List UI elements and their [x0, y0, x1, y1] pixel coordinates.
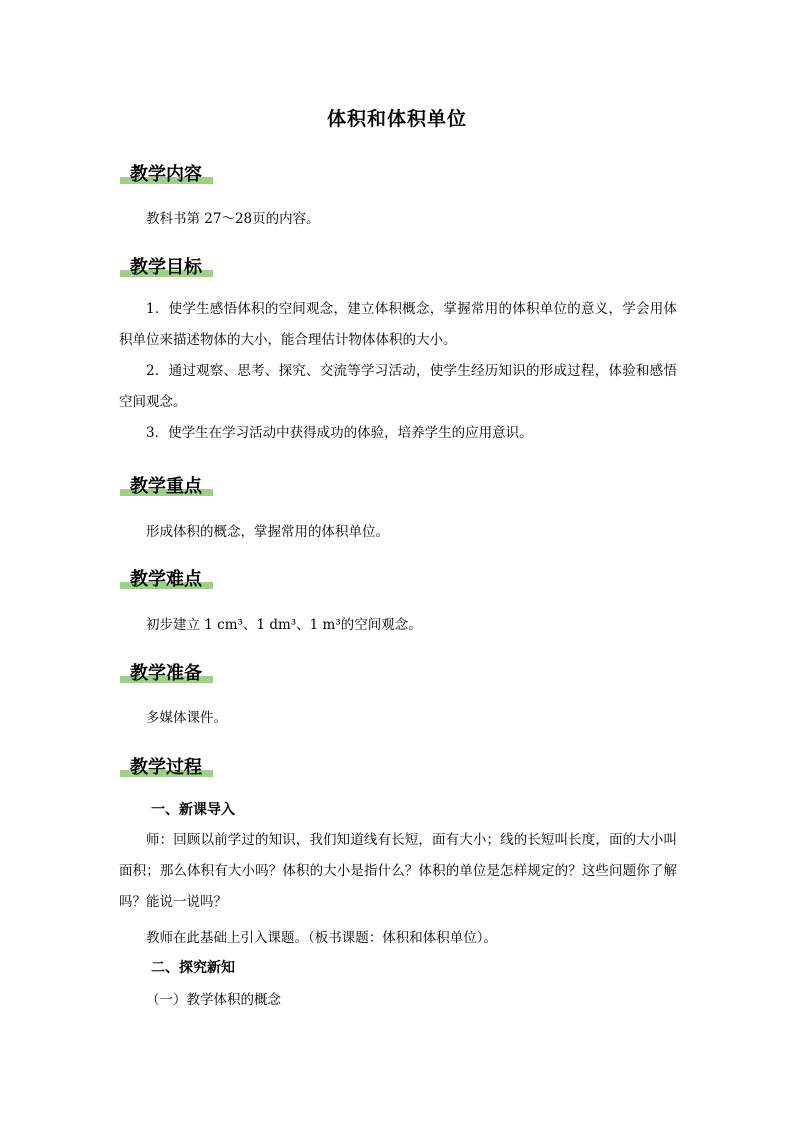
- section-heading-text: 教学目标: [130, 257, 202, 278]
- section-heading-text: 教学重点: [130, 476, 202, 497]
- difficulties-text: 初步建立 1 cm³、1 dm³、1 m³的空间观念。: [146, 617, 422, 633]
- objective-item-2: 2．通过观察、思考、探究、交流等学习活动，使学生经历知识的形成过程，体验和感悟空间观念。: [119, 363, 677, 410]
- document-title: 体积和体积单位: [326, 108, 467, 130]
- process-part2-subtitle: （一）教学体积的概念: [146, 992, 281, 1008]
- objective-item-1: 1．使学生感悟体积的空间观念，建立体积概念，掌握常用的体积单位的意义，学会用体积单位来描述物体的大小，能合理估计物体体积的大小。: [119, 301, 677, 348]
- section-heading-text: 教学内容: [130, 164, 202, 185]
- section-heading-text: 教学准备: [130, 663, 202, 684]
- section-heading-text: 教学难点: [130, 569, 202, 590]
- process-part1-paragraph-2: 教师在此基础上引入课题。（板书课题：体积和体积单位）。: [146, 930, 497, 946]
- process-part1-paragraph-1: 师：回顾以前学过的知识，我们知道线有长短，面有大小；线的长短叫长度，面的大小叫面积；那么体积有大小吗？体积的大小是指什么？体积的单位是怎样规定的？这些问题你了解吗？能说一说吗？: [119, 832, 677, 910]
- process-part2-title: 二、探究新知: [151, 960, 235, 976]
- preparation-text: 多媒体课件。: [146, 710, 227, 726]
- section-heading-text: 教学过程: [130, 757, 202, 778]
- content-text: 教科书第 27～28页的内容。: [146, 211, 320, 227]
- key-points-text: 形成体积的概念，掌握常用的体积单位。: [146, 524, 389, 540]
- process-part1-title: 一、新课导入: [151, 802, 235, 818]
- objective-item-3: 3．使学生在学习活动中获得成功的体验，培养学生的应用意识。: [146, 425, 533, 441]
